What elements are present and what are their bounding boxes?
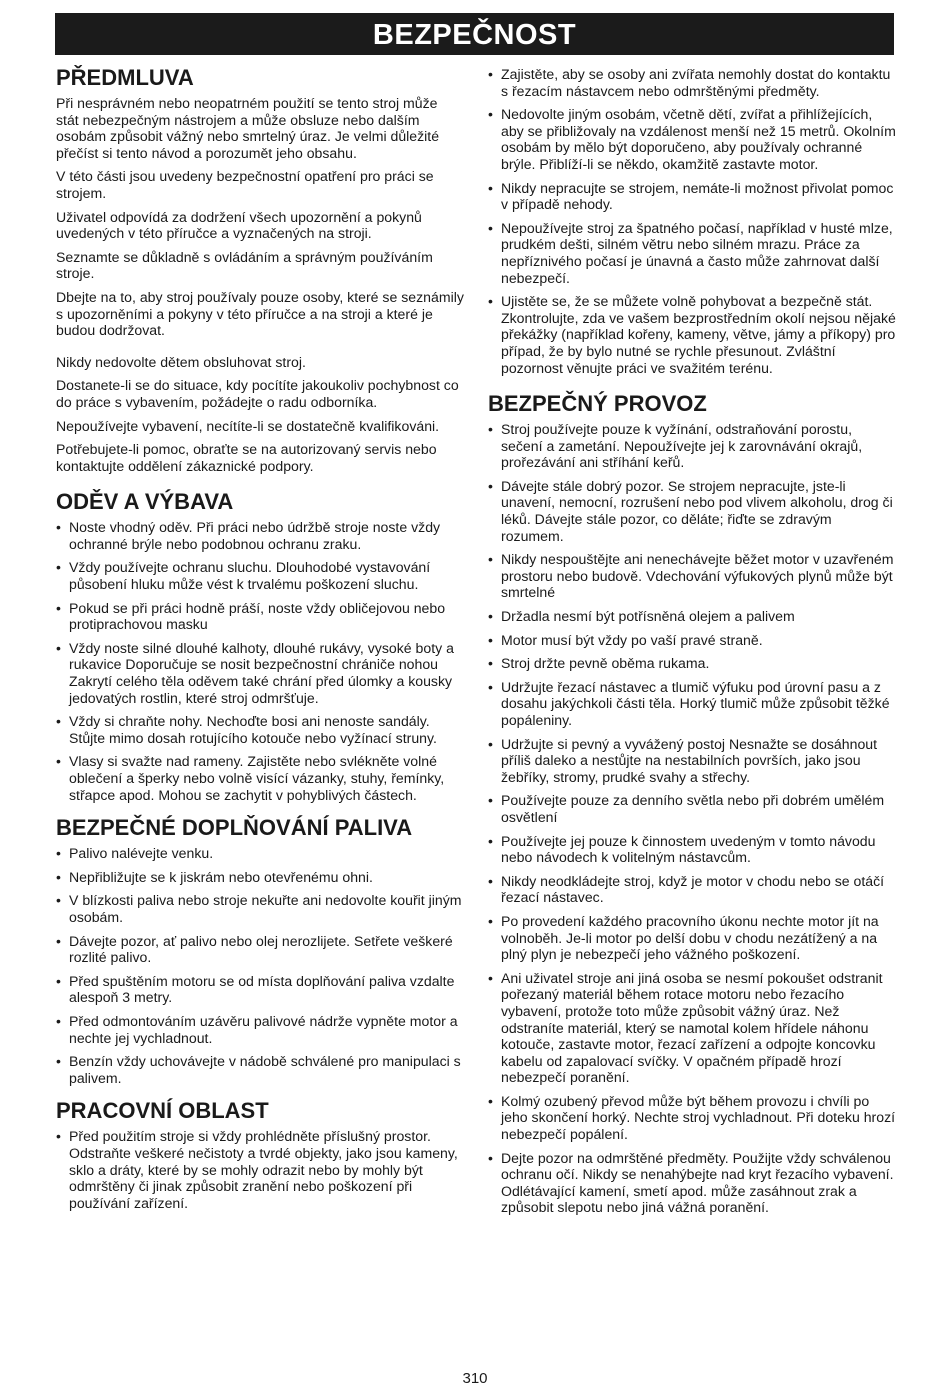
- page-title: BEZPEČNOST: [372, 19, 577, 51]
- paragraph: Uživatel odpovídá za dodržení všech upozornění a pokynů uvedených v této příručce a vyznačených na stroji.: [56, 208, 422, 242]
- section-heading: PŘEDMLUVA: [56, 65, 194, 90]
- list-item: • Kolmý ozubený převod může být během provozu i chvíli po jeho skončení horký. Nechte stroj vychladnout. Při doteku hrozí nebezpečí popálení.: [488, 1093, 896, 1143]
- section-heading: PRACOVNÍ OBLAST: [56, 1098, 269, 1124]
- bullet-list: [488, 66, 896, 376]
- list-item: • Nedovolte jiným osobám, včetně dětí, zvířat a přihlížejících, aby se přibližovaly na vzdálenost menší než 15 metrů. Okolním osobám by mělo být doporučeno, aby používaly ochranné brýle. Přiblíží-li se někdo, okamžitě zastavte motor.: [488, 106, 896, 172]
- list-item: • Před spuštěním motoru se od místa doplňování paliva vzdalte alespoň 3 metry.: [56, 973, 464, 1006]
- list-item: • Používejte pouze za denního světla nebo při dobrém umělém osvětlení: [488, 792, 896, 825]
- list-item: • Dávejte pozor, ať palivo nebo olej nerozlijete. Setřete veškeré rozlité palivo.: [56, 933, 464, 966]
- list-item: • Vždy si chraňte nohy. Nechoďte bosi ani nenoste sandály. Stůjte mimo dosah rotujícího kotouče nebo vyžínací struny.: [56, 713, 464, 746]
- list-item: • Před použitím stroje si vždy prohlédněte příslušný prostor. Odstraňte veškeré nečistoty a tvrdé objekty, jako jsou kameny, sklo a dráty, které by se mohly odrazit nebo by mohly být odmrštěny či jinak způsobit zranění nebo poškození při používání zařízení.: [56, 1128, 464, 1211]
- paragraph: Dostanete-li se do situace, kdy pocítíte jakoukoliv pochybnost co do práce s vybavením, požádejte o radu odborníka.: [56, 377, 459, 410]
- list-item: • Noste vhodný oděv. Při práci nebo údržbě stroje noste vždy ochranné brýle nebo podobnou ochranu zraku.: [56, 519, 464, 552]
- list-item: • Zajistěte, aby se osoby ani zvířata nemohly dostat do kontaktu s řezacím nástavcem nebo odmrštěnými předměty.: [488, 66, 896, 99]
- list-item: • Pokud se při práci hodně práší, noste vždy obličejovou nebo protiprachovou masku: [56, 600, 464, 633]
- list-item: • Motor musí být vždy po vaší pravé straně.: [488, 632, 896, 649]
- paragraph: V této části jsou uvedeny bezpečnostní opatření pro práci se strojem.: [56, 168, 434, 201]
- list-item: • Stroj držte pevně oběma rukama.: [488, 655, 896, 672]
- paragraph: Seznamte se důkladně s ovládáním a správným používáním stroje.: [56, 248, 433, 282]
- list-item: • Palivo nalévejte venku.: [56, 845, 464, 862]
- bullet-list: [56, 1128, 464, 1211]
- list-item: • Dejte pozor na odmrštěné předměty. Použijte vždy schválenou ochranu očí. Nikdy se nenahýbejte nad kryt řezacího vybavení. Odlétávající kamení, smetí apod. může zasáhnout zrak a způsobit slepotu nebo jiná vážná poranění.: [488, 1150, 896, 1216]
- list-item: • Vlasy si svažte nad rameny. Zajistěte nebo svlékněte volné oblečení a šperky nebo volně visící vázanky, stuhy, řemínky, střapce apod. Mohou se zachytit v pohyblivých částech.: [56, 753, 464, 803]
- list-item: • Používejte jej pouze k činnostem uvedeným v tomto návodu nebo návodech k volitelným nástavcům.: [488, 833, 896, 866]
- list-item: • Držadla nesmí být potřísněná olejem a palivem: [488, 608, 896, 625]
- bullet-list: [56, 519, 464, 803]
- paragraph: Při nesprávném nebo neopatrném použití se tento stroj může stát nebezpečným nástrojem a může obsluze nebo dalším osobám způsobit vážný nebo smrtelný úraz. Je velmi důležité přečíst si tento návod a porozumět jeho obsahu.: [56, 95, 440, 161]
- paragraph: Nikdy nedovolte dětem obsluhovat stroj.: [56, 353, 306, 370]
- list-item: • Nikdy neodkládejte stroj, když je motor v chodu nebo se otáčí řezací nástavec.: [488, 873, 896, 906]
- section-operation: [488, 391, 896, 1216]
- paragraph: Nepoužívejte vybavení, necítíte-li se dostatečně kvalifikováni.: [56, 417, 440, 434]
- section-work-area: [56, 1098, 464, 1211]
- list-item: • Nikdy nespouštějte ani nenechávejte běžet motor v uzavřeném prostoru nebo budově. Vdechování výfukových plynů může být smrtelné: [488, 551, 896, 601]
- section-clothing: [56, 489, 464, 803]
- list-item: • Nepoužívejte stroj za špatného počasí, například v husté mlze, prudkém dešti, silném větru nebo silném mrazu. Práce za nepříznivého počasí je únavná a často může zahrnovat další nebezpečí.: [488, 220, 896, 286]
- page-title-banner: [55, 13, 894, 55]
- bullet-list: [488, 421, 896, 1216]
- list-item: • Benzín vždy uchovávejte v nádobě schválené pro manipulaci s palivem.: [56, 1053, 464, 1086]
- paragraph: Dbejte na to, aby stroj používaly pouze osoby, které se seznámily s upozorněními a pokyny v této příručce a na stroji a které je budou dodržovat.: [56, 288, 464, 339]
- left-column: [56, 65, 464, 1211]
- section-fueling: [56, 815, 464, 1086]
- right-column: [488, 66, 896, 1216]
- list-item: • Ujistěte se, že se můžete volně pohybovat a bezpečně stát. Zkontrolujte, zda ve vašem bezprostředním okolí nejsou nějaké překážky (například kořeny, kameny, větve, jámy a příkopy) pro případ, že by bylo nutné se rychle přesunout. Zvláštní pozornost věnujte práci ve svažitém terénu.: [488, 293, 896, 376]
- list-item: • Nikdy nepracujte se strojem, nemáte-li možnost přivolat pomoc v případě nehody.: [488, 180, 896, 213]
- list-item: • Ani uživatel stroje ani jiná osoba se nesmí pokoušet odstranit pořezaný materiál během rotace motoru nebo řezacího vybavení, protože toto může způsobit vážný úraz. Než odstraníte materiál, který se namotal kolem hřídele náhonu kotouče, zastavte motor, řezací zařízení a odpojte koncovku kabelu od zapalovací svíčky. V opačném případě hrozí nebezpečí poranění.: [488, 970, 896, 1086]
- section-heading: BEZPEČNÝ PROVOZ: [488, 391, 707, 417]
- list-item: • V blízkosti paliva nebo stroje nekuřte ani nedovolte kouřit jiným osobám.: [56, 892, 464, 925]
- list-item: • Udržujte si pevný a vyvážený postoj Nesnažte se dosáhnout příliš daleko a nestůjte na nestabilních površích, jako jsou žebříky, stromy, prudké svahy a střechy.: [488, 736, 896, 786]
- list-item: • Udržujte řezací nástavec a tlumič výfuku pod úrovní pasu a z dosahu jakýchkoli části těla. Horký tlumič může způsobit těžké popáleniny.: [488, 679, 896, 729]
- section-work-area-continued: [488, 66, 896, 376]
- list-item: • Nepřibližujte se k jiskrám nebo otevřenému ohni.: [56, 869, 464, 886]
- list-item: • Vždy používejte ochranu sluchu. Dlouhodobé vystavování působení hluku může vést k trvalému poškození sluchu.: [56, 559, 464, 592]
- section-heading: BEZPEČNÉ DOPLŇOVÁNÍ PALIVA: [56, 815, 413, 841]
- list-item: • Po provedení každého pracovního úkonu nechte motor jít na volnoběh. Je-li motor po delší dobu v chodu nezátížený a na plný plyn je nebezpečí jeho vážného poškození.: [488, 913, 896, 963]
- section-foreword: [56, 65, 464, 474]
- page-number: 310: [462, 1370, 488, 1387]
- list-item: • Dávejte stále dobrý pozor. Se strojem nepracujte, jste-li unavení, nemocní, rozrušení nebo pod vlivem alkoholu, drog či léků. Dávejte stále pozor, co děláte; řiďte se zdravým rozumem.: [488, 478, 896, 544]
- list-item: • Vždy noste silné dlouhé kalhoty, dlouhé rukávy, vysoké boty a rukavice Doporučuje se nosit bezpečnostní chrániče nohou Zakrytí celého těla oděvem také chrání před úlomky a kousky jedovatých rostlin, které stroj odmršťuje.: [56, 640, 464, 706]
- list-item: • Stroj používejte pouze k vyžínání, odstraňování porostu, sečení a zametání. Nepoužívejte jej k zarovnávání okrajů, prořezávání ani stříhání keřů.: [488, 421, 896, 471]
- bullet-list: [56, 845, 464, 1086]
- list-item: • Před odmontováním uzávěru palivové nádrže vypněte motor a nechte jej vychladnout.: [56, 1013, 464, 1046]
- paragraph: Potřebujete-li pomoc, obraťte se na autorizovaný servis nebo kontaktujte oddělení zákaznické podpory.: [56, 441, 437, 474]
- section-heading: ODĚV A VÝBAVA: [56, 489, 234, 515]
